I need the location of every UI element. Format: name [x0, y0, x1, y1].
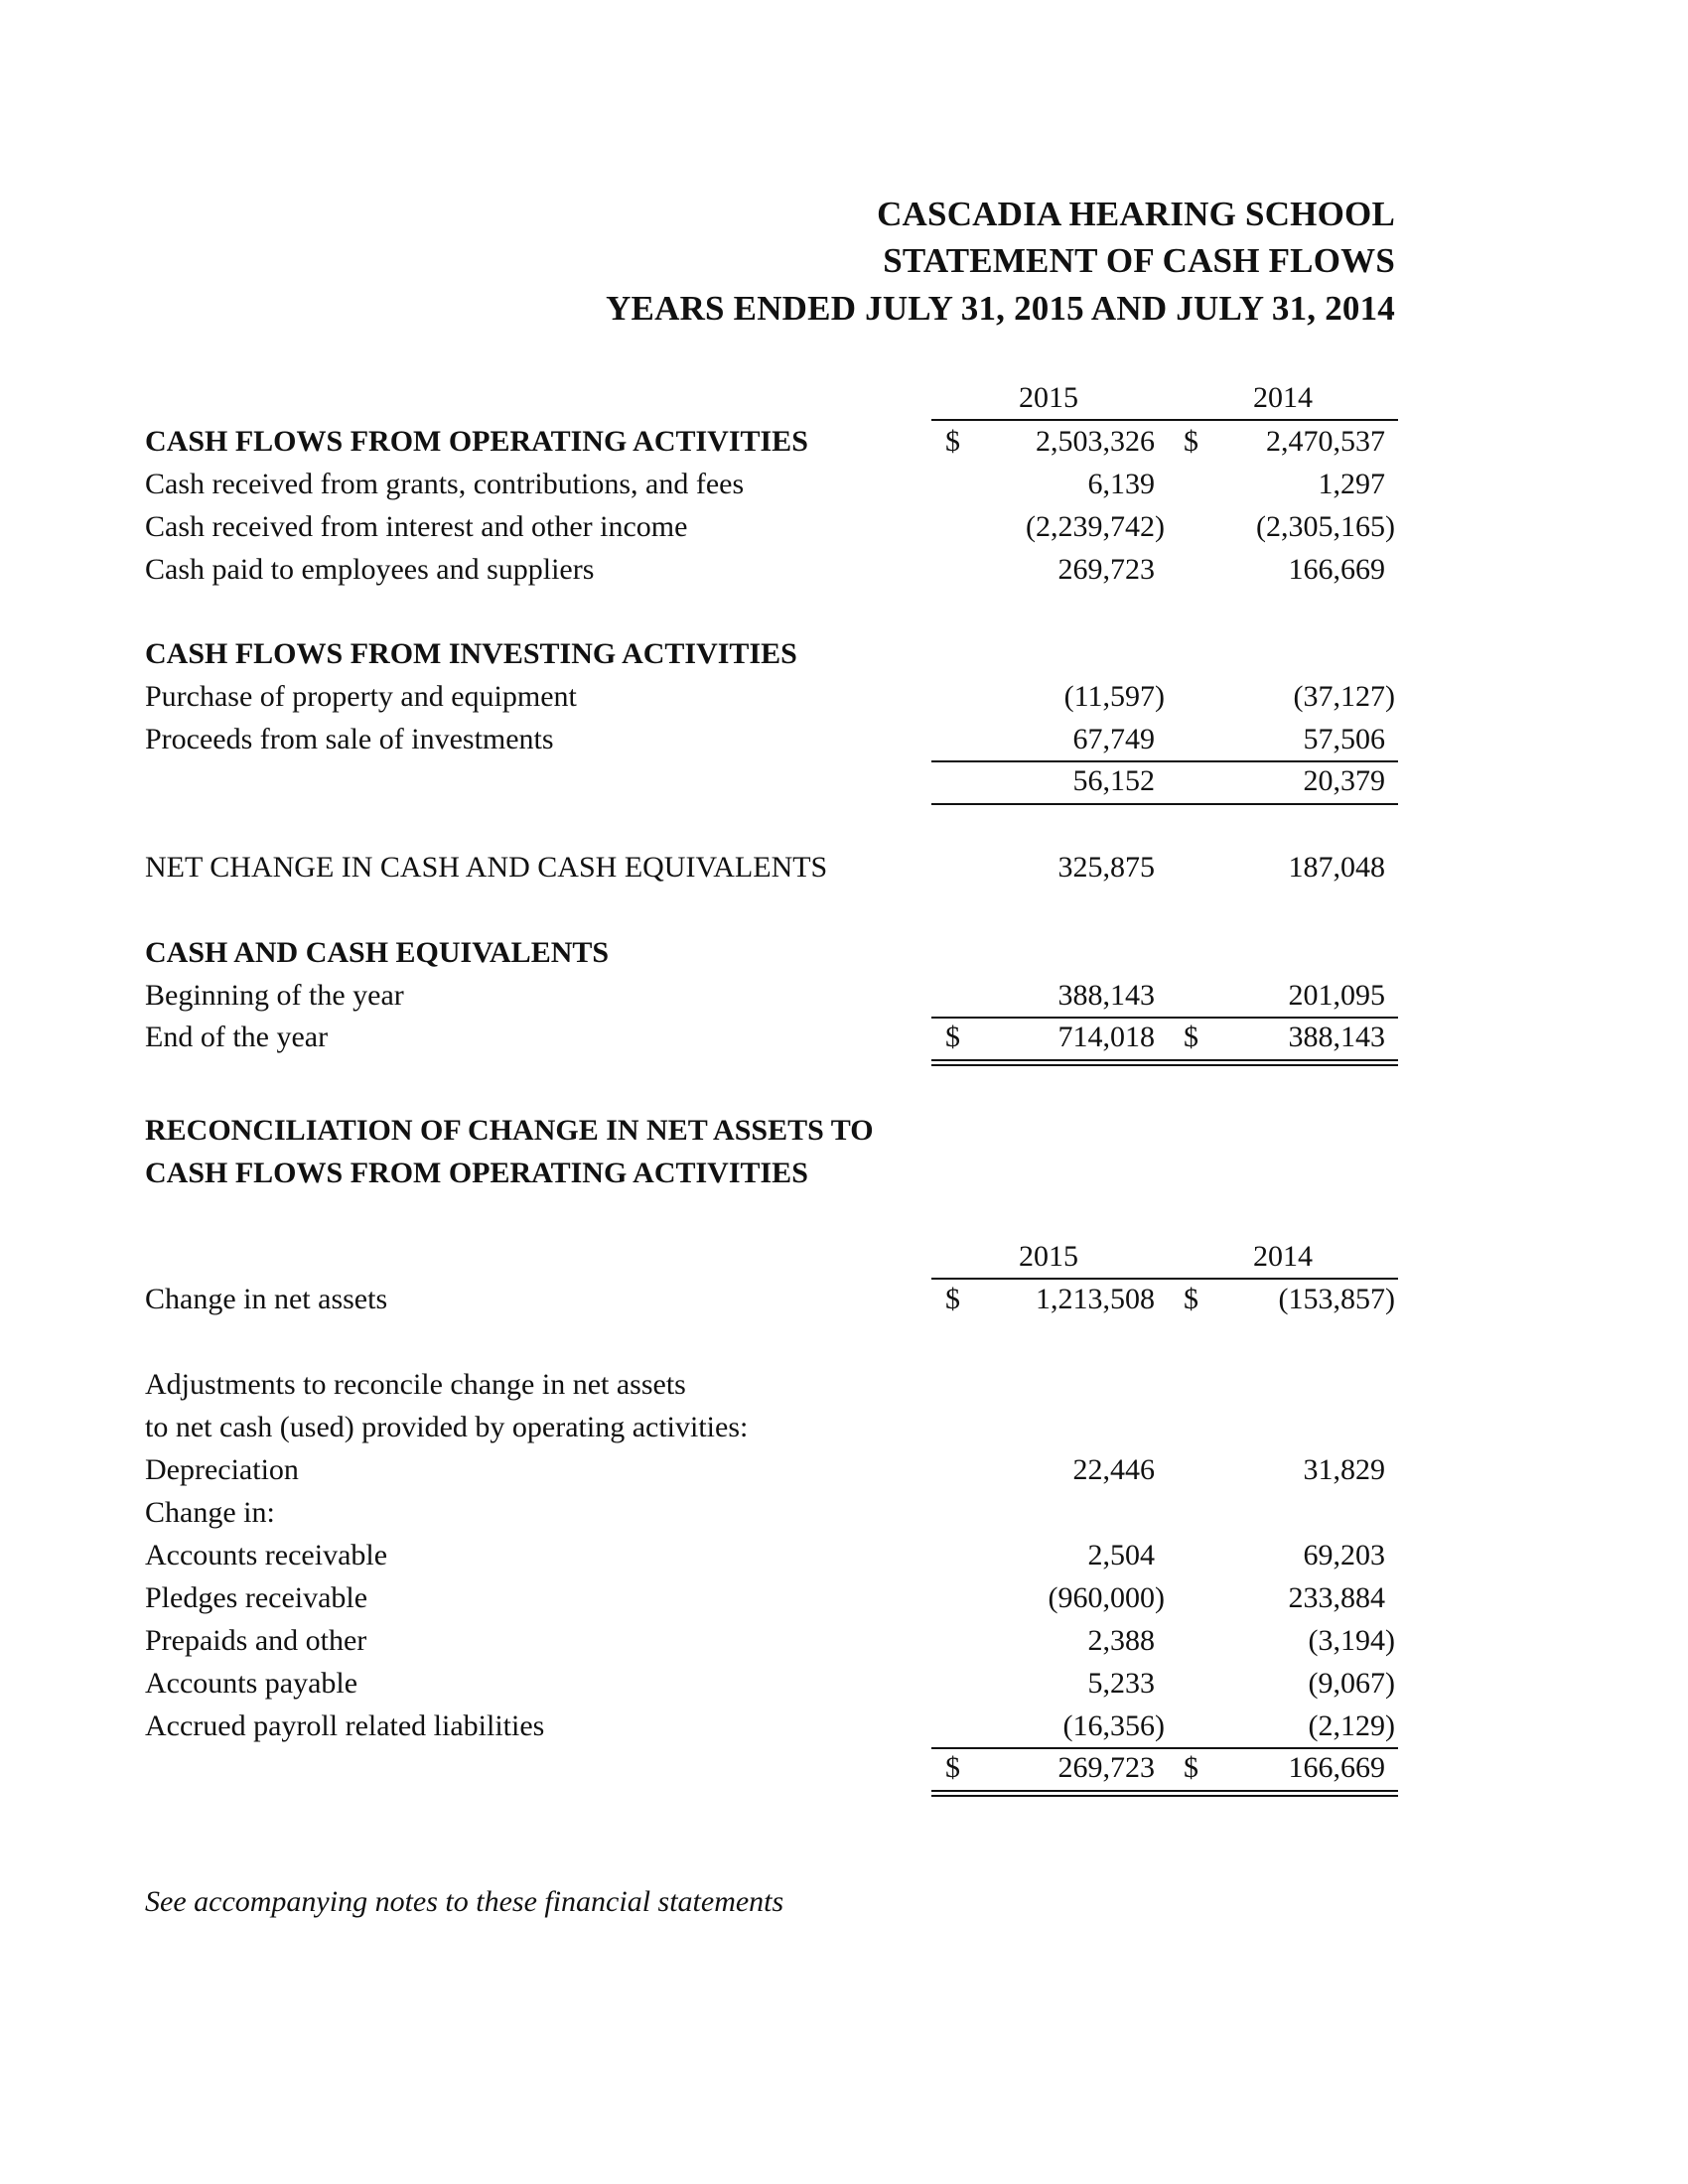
investing-heading: CASH FLOWS FROM INVESTING ACTIVITIES [145, 637, 797, 670]
investing-row-2015: (11,597) [1063, 680, 1165, 713]
reconciliation-row-label: Pledges receivable [145, 1581, 368, 1614]
currency-sign: $ [1184, 1283, 1198, 1315]
reconciliation-row-label: Accrued payroll related liabilities [145, 1709, 545, 1742]
column-header-2014: 2014 [1253, 381, 1313, 414]
currency-sign: $ [945, 1751, 960, 1784]
operating-row-2014: (2,305,165) [1256, 510, 1395, 543]
currency-sign: $ [945, 425, 960, 458]
net-change-label: NET CHANGE IN CASH AND CASH EQUIVALENTS [145, 851, 828, 884]
reconciliation-heading-line1: RECONCILIATION OF CHANGE IN NET ASSETS TO [145, 1114, 874, 1147]
net-change-2015: 325,875 [1057, 851, 1155, 884]
investing-row-2015: 67,749 [1072, 723, 1155, 755]
depreciation-2015: 22,446 [1072, 1453, 1155, 1486]
change-net-assets-2014: (153,857) [1278, 1283, 1395, 1315]
investing-total-2015: 56,152 [1072, 764, 1155, 797]
reconciliation-row-label: Accounts receivable [145, 1539, 388, 1571]
cash-beginning-label: Beginning of the year [145, 979, 404, 1012]
investing-row-2014: 57,506 [1303, 723, 1385, 755]
adjustments-line2: to net cash (used) provided by operating activities: [145, 1411, 749, 1443]
footnote: See accompanying notes to these financial statements [145, 1885, 784, 1918]
reconciliation-heading-line2: CASH FLOWS FROM OPERATING ACTIVITIES [145, 1157, 808, 1189]
investing-row-label: Proceeds from sale of investments [145, 723, 554, 755]
cash-end-label: End of the year [145, 1021, 329, 1053]
cash-beginning-2015: 388,143 [1057, 979, 1155, 1012]
reconciliation-subtotal-rule [931, 1747, 1398, 1749]
cash-total-double-rule [931, 1059, 1398, 1066]
reconciliation-row-2015: 2,504 [1087, 1539, 1155, 1571]
investing-total-rule [931, 803, 1398, 805]
reconciliation-total-double-rule [931, 1790, 1398, 1797]
column-header-rule [931, 419, 1398, 421]
reconciliation-row-2015: (960,000) [1048, 1581, 1165, 1614]
currency-sign: $ [945, 1021, 960, 1053]
reconciliation-row-2014: (9,067) [1308, 1667, 1395, 1700]
reconciliation-total-2014: 166,669 [1288, 1751, 1385, 1784]
reconciliation-row-2015: (16,356) [1062, 1709, 1165, 1742]
operating-heading: CASH FLOWS FROM OPERATING ACTIVITIES [145, 425, 808, 458]
change-net-assets-2015: 1,213,508 [1036, 1283, 1155, 1315]
reconciliation-row-2014: (2,129) [1308, 1709, 1395, 1742]
reconciliation-row-2015: 2,388 [1087, 1624, 1155, 1657]
operating-row-label: Cash paid to employees and suppliers [145, 553, 595, 586]
column-header-2015: 2015 [1019, 381, 1078, 414]
cash-heading: CASH AND CASH EQUIVALENTS [145, 936, 610, 969]
reconciliation-row-2015: 5,233 [1087, 1667, 1155, 1700]
column-header-rule [931, 1278, 1398, 1280]
operating-row-label: Cash received from interest and other income [145, 510, 688, 543]
depreciation-2014: 31,829 [1303, 1453, 1385, 1486]
operating-row-2015: (2,239,742) [1026, 510, 1165, 543]
investing-row-label: Purchase of property and equipment [145, 680, 577, 713]
currency-sign: $ [1184, 1021, 1198, 1053]
organization-title: CASCADIA HEARING SCHOOL [877, 195, 1395, 233]
operating-heading-2015: 2,503,326 [1036, 425, 1155, 458]
cash-end-2014: 388,143 [1288, 1021, 1385, 1053]
operating-row-2015: 6,139 [1087, 468, 1155, 500]
reconciliation-row-2014: 233,884 [1288, 1581, 1385, 1614]
investing-subtotal-rule [931, 760, 1398, 762]
reconciliation-row-label: Accounts payable [145, 1667, 358, 1700]
cash-beginning-2014: 201,095 [1288, 979, 1385, 1012]
adjustments-line1: Adjustments to reconcile change in net assets [145, 1368, 686, 1401]
reconciliation-row-label: Prepaids and other [145, 1624, 367, 1657]
investing-row-2014: (37,127) [1293, 680, 1395, 713]
operating-row-2015: 269,723 [1057, 553, 1155, 586]
reconciliation-total-2015: 269,723 [1057, 1751, 1155, 1784]
depreciation-label: Depreciation [145, 1453, 299, 1486]
column-header-2015: 2015 [1019, 1240, 1078, 1273]
cash-subtotal-rule [931, 1017, 1398, 1019]
cash-end-2015: 714,018 [1057, 1021, 1155, 1053]
operating-row-label: Cash received from grants, contributions, and fees [145, 468, 745, 500]
operating-row-2014: 1,297 [1318, 468, 1385, 500]
currency-sign: $ [1184, 1751, 1198, 1784]
operating-row-2014: 166,669 [1288, 553, 1385, 586]
investing-total-2014: 20,379 [1303, 764, 1385, 797]
change-in-label: Change in: [145, 1496, 275, 1529]
change-net-assets-label: Change in net assets [145, 1283, 388, 1315]
currency-sign: $ [1184, 425, 1198, 458]
operating-heading-2014: 2,470,537 [1266, 425, 1385, 458]
column-header-2014: 2014 [1253, 1240, 1313, 1273]
statement-title: STATEMENT OF CASH FLOWS [883, 241, 1395, 280]
currency-sign: $ [945, 1283, 960, 1315]
reconciliation-row-2014: 69,203 [1303, 1539, 1385, 1571]
reconciliation-row-2014: (3,194) [1308, 1624, 1395, 1657]
net-change-2014: 187,048 [1288, 851, 1385, 884]
period-title: YEARS ENDED JULY 31, 2015 AND JULY 31, 2014 [606, 289, 1395, 328]
